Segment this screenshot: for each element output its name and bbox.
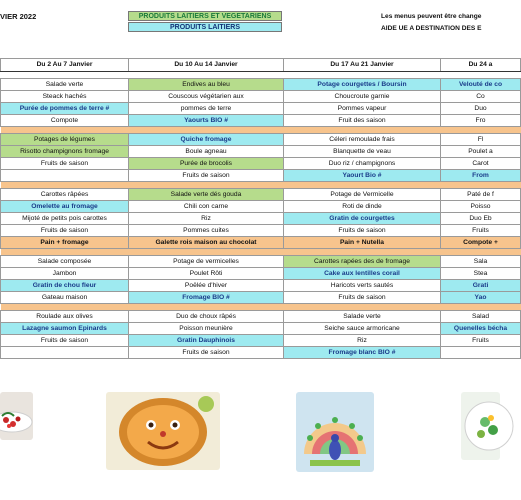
- menu-cell: Seiche sauce armoricane: [284, 323, 441, 335]
- menu-cell: Fl: [441, 134, 521, 146]
- menu-cell: Salade verte: [284, 311, 441, 323]
- week-header: Du 10 Au 14 Janvier: [129, 59, 284, 72]
- menu-row: [1, 79, 521, 91]
- menu-cell: Fruits de saison: [284, 292, 441, 304]
- separator-cell: [129, 182, 284, 189]
- veggie-plate-icon: [461, 392, 500, 460]
- separator-cell: [1, 127, 129, 134]
- separator-cell: [1, 72, 129, 79]
- menu-row: [1, 213, 521, 225]
- menu-cell: Potage de Vermicelle: [284, 189, 441, 201]
- menu-cell: Co: [441, 91, 521, 103]
- menu-row: [1, 292, 521, 304]
- menu-row: [1, 335, 521, 347]
- menu-cell: Fro: [441, 115, 521, 127]
- menu-cell: Fruits: [441, 225, 521, 237]
- separator-cell: [1, 249, 129, 256]
- menu-cell: Salade verte dés gouda: [129, 189, 284, 201]
- menu-cell: Gratin Dauphinois: [129, 335, 284, 347]
- day-separator: [1, 249, 521, 256]
- menu-cell: Riz: [284, 335, 441, 347]
- menu-row: [1, 103, 521, 115]
- separator-cell: [441, 249, 521, 256]
- menu-cell: Salad: [441, 311, 521, 323]
- menu-cell: Poulet a: [441, 146, 521, 158]
- menu-cell: Duo riz / champignons: [284, 158, 441, 170]
- separator-cell: [129, 249, 284, 256]
- separator-cell: [441, 304, 521, 311]
- menu-row: [1, 237, 521, 249]
- menu-cell: Pommes vapeur: [284, 103, 441, 115]
- menu-cell: Pain + Nutella: [284, 237, 441, 249]
- separator-cell: [284, 72, 441, 79]
- menu-cell: Roti de dinde: [284, 201, 441, 213]
- menu-cell: Lazagne saumon Epinards: [1, 323, 129, 335]
- menu-cell: Jambon: [1, 268, 129, 280]
- menu-cell: pommes de terre: [129, 103, 284, 115]
- menu-cell: Compote: [1, 115, 129, 127]
- menu-row: [1, 347, 521, 359]
- menu-cell: Couscous végétarien aux: [129, 91, 284, 103]
- menu-cell: Riz: [129, 213, 284, 225]
- menu-row: [1, 91, 521, 103]
- day-separator: [1, 304, 521, 311]
- menu-cell: Fruit des saison: [284, 115, 441, 127]
- menu-cell: Carottes râpées: [1, 189, 129, 201]
- menu-cell: Risotto champignons fromage: [1, 146, 129, 158]
- menu-cell: Pain + fromage: [1, 237, 129, 249]
- separator-cell: [284, 304, 441, 311]
- menu-row: [1, 134, 521, 146]
- menu-cell: Potage de vermicelles: [129, 256, 284, 268]
- menu-row: [1, 323, 521, 335]
- menu-cell: Poulet Rôti: [129, 268, 284, 280]
- face-pizza-icon: [106, 392, 220, 470]
- menu-cell: Carot: [441, 158, 521, 170]
- day-separator: [1, 72, 521, 79]
- menu-cell: From: [441, 170, 521, 182]
- day-separator: [1, 182, 521, 189]
- menu-cell: Steack hachés: [1, 91, 129, 103]
- menu-cell: Poisson meunière: [129, 323, 284, 335]
- menu-cell: Galette rois maison au chocolat: [129, 237, 284, 249]
- menu-cell: Yaourts BIO #: [129, 115, 284, 127]
- menu-table: [0, 58, 521, 359]
- menu-row: [1, 225, 521, 237]
- menu-cell: Pommes cuites: [129, 225, 284, 237]
- menu-cell: Fruits: [441, 335, 521, 347]
- menu-cell: Potage courgettes / Boursin: [284, 79, 441, 91]
- menu-cell: Duo Eb: [441, 213, 521, 225]
- separator-cell: [1, 182, 129, 189]
- menu-cell: Poisso: [441, 201, 521, 213]
- menu-cell: Yao: [441, 292, 521, 304]
- menus-change-note: Les menus peuvent être change: [381, 13, 482, 20]
- menu-cell: Duo: [441, 103, 521, 115]
- separator-cell: [441, 72, 521, 79]
- eu-aid-note: AIDE UE A DESTINATION DES E: [381, 25, 482, 32]
- week-header: Du 17 Au 21 Janvier: [284, 59, 441, 72]
- peacock-plate-icon: [296, 392, 374, 472]
- menu-cell: Fruits de saison: [1, 335, 129, 347]
- legend-dairy: PRODUITS LAITIERS: [128, 22, 282, 32]
- menu-cell: Fruits de saison: [129, 347, 284, 359]
- menu-cell: Duo de choux râpés: [129, 311, 284, 323]
- menu-cell: Cake aux lentilles corail: [284, 268, 441, 280]
- separator-cell: [129, 127, 284, 134]
- menu-cell: Potages de légumes: [1, 134, 129, 146]
- separator-cell: [284, 249, 441, 256]
- menu-cell: Fromage BIO #: [129, 292, 284, 304]
- menu-cell: Purée de brocolis: [129, 158, 284, 170]
- legend-vegetarian: PRODUITS LAITIERS ET VEGETARIENS: [128, 11, 282, 21]
- menu-cell: Carottes rapées des de fromage: [284, 256, 441, 268]
- separator-cell: [441, 182, 521, 189]
- separator-cell: [284, 127, 441, 134]
- menu-cell: Céleri remoulade frais: [284, 134, 441, 146]
- separator-cell: [441, 127, 521, 134]
- menu-cell: Gratin de courgettes: [284, 213, 441, 225]
- menu-row: [1, 170, 521, 182]
- week-header: Du 2 Au 7 Janvier: [1, 59, 129, 72]
- menu-cell: [1, 347, 129, 359]
- menu-cell: Purée de pommes de terre #: [1, 103, 129, 115]
- menu-cell: Endives au bleu: [129, 79, 284, 91]
- menu-row: [1, 311, 521, 323]
- menu-cell: Fruits de saison: [129, 170, 284, 182]
- menu-cell: Boule agneau: [129, 146, 284, 158]
- plate-icon: [0, 392, 33, 440]
- menu-cell: Fruits de saison: [1, 158, 129, 170]
- menu-cell: Roulade aux olives: [1, 311, 129, 323]
- menu-cell: Poëlée d'hiver: [129, 280, 284, 292]
- menu-cell: Omelette au fromage: [1, 201, 129, 213]
- menu-cell: Paté de f: [441, 189, 521, 201]
- menu-row: [1, 115, 521, 127]
- menu-row: [1, 158, 521, 170]
- menu-row: [1, 201, 521, 213]
- menu-cell: Chili con carne: [129, 201, 284, 213]
- menu-cell: Salade verte: [1, 79, 129, 91]
- week-header: Du 24 a: [441, 59, 521, 72]
- menu-row: [1, 256, 521, 268]
- menu-cell: Sala: [441, 256, 521, 268]
- menu-cell: Salade composée: [1, 256, 129, 268]
- separator-cell: [1, 304, 129, 311]
- menu-cell: Fruits de saison: [1, 225, 129, 237]
- separator-cell: [129, 72, 284, 79]
- day-separator: [1, 127, 521, 134]
- menu-cell: [441, 347, 521, 359]
- menu-cell: Fruits de saison: [284, 225, 441, 237]
- week-header-row: [1, 59, 521, 72]
- menu-cell: Velouté de co: [441, 79, 521, 91]
- menu-row: [1, 268, 521, 280]
- menu-cell: [1, 170, 129, 182]
- separator-cell: [284, 182, 441, 189]
- menu-title: VIER 2022: [0, 12, 37, 21]
- menu-row: [1, 189, 521, 201]
- menu-cell: Choucroute garnie: [284, 91, 441, 103]
- separator-cell: [129, 304, 284, 311]
- menu-cell: Grati: [441, 280, 521, 292]
- menu-cell: Blanquette de veau: [284, 146, 441, 158]
- menu-cell: Fromage blanc BIO #: [284, 347, 441, 359]
- menu-cell: Haricots verts sautés: [284, 280, 441, 292]
- menu-row: [1, 146, 521, 158]
- menu-cell: Quenelles bécha: [441, 323, 521, 335]
- menu-cell: Gateau maison: [1, 292, 129, 304]
- menu-cell: Compote +: [441, 237, 521, 249]
- menu-cell: Gratin de chou fleur: [1, 280, 129, 292]
- menu-cell: Stea: [441, 268, 521, 280]
- menu-cell: Quiche fromage: [129, 134, 284, 146]
- menu-cell: Yaourt Bio #: [284, 170, 441, 182]
- menu-cell: Mijoté de petits pois carottes: [1, 213, 129, 225]
- menu-row: [1, 280, 521, 292]
